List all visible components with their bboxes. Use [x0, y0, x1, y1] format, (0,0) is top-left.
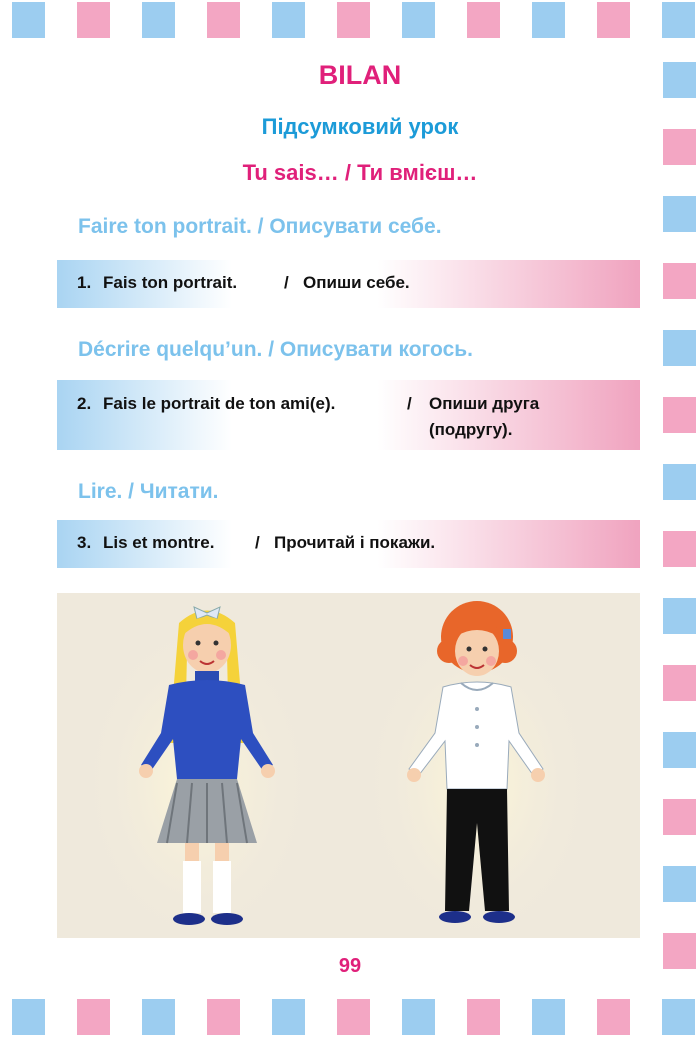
right-border — [660, 40, 700, 997]
task-bar-3 — [57, 520, 640, 568]
border-square — [207, 2, 240, 38]
border-square — [337, 999, 370, 1035]
border-square — [662, 2, 695, 38]
border-square — [272, 2, 305, 38]
border-square — [77, 999, 110, 1035]
border-square — [663, 129, 696, 165]
border-square — [663, 799, 696, 835]
border-square — [532, 999, 565, 1035]
border-square — [663, 665, 696, 701]
border-square — [663, 62, 696, 98]
bottom-border — [0, 997, 700, 1037]
border-square — [662, 999, 695, 1035]
border-square — [77, 2, 110, 38]
border-square — [663, 464, 696, 500]
border-square — [663, 598, 696, 634]
task-separator: / — [407, 394, 412, 413]
task-ua-text: Прочитай і покажи. — [274, 533, 436, 552]
border-square — [207, 999, 240, 1035]
section-heading-describe: Décrire quelqu’un. / Описувати когось. — [78, 338, 474, 361]
section-heading-read: Lire. / Читати. — [78, 480, 219, 503]
border-square — [663, 330, 696, 366]
task-separator: / — [284, 273, 289, 292]
border-square — [663, 397, 696, 433]
lesson-subtitle: Підсумковий урок — [261, 114, 459, 139]
border-square — [663, 866, 696, 902]
task-bar-1 — [57, 260, 640, 308]
task-ua-text-line1: Опиши друга — [429, 394, 540, 413]
section-heading-portrait: Faire ton portrait. / Описувати себе. — [78, 215, 442, 238]
border-square — [402, 2, 435, 38]
border-square — [597, 999, 630, 1035]
task-fr-text: Lis et montre. — [103, 533, 215, 552]
border-square — [467, 2, 500, 38]
task-fr-text: Fais ton portrait. — [103, 273, 238, 292]
border-square — [597, 2, 630, 38]
border-square — [272, 999, 305, 1035]
border-square — [12, 2, 45, 38]
task-number: 3. — [77, 533, 92, 552]
border-square — [663, 263, 696, 299]
border-square — [532, 2, 565, 38]
page-number: 99 — [338, 955, 362, 977]
border-square — [663, 531, 696, 567]
task-bar-2 — [57, 380, 640, 450]
border-square — [12, 999, 45, 1035]
border-square — [467, 999, 500, 1035]
task-separator: / — [255, 533, 260, 552]
border-square — [337, 2, 370, 38]
illustration-svg — [57, 593, 640, 938]
lesson-tagline: Tu sais… / Ти вмієш… — [242, 160, 478, 185]
border-square — [142, 999, 175, 1035]
border-square — [142, 2, 175, 38]
task-ua-text: Опиши себе. — [303, 273, 410, 292]
task-number: 2. — [77, 394, 92, 413]
top-border — [0, 0, 700, 40]
border-square — [663, 732, 696, 768]
task-number: 1. — [77, 273, 92, 292]
illustration-two-girls — [57, 593, 640, 938]
task-ua-text-line2: (подругу). — [429, 420, 513, 439]
task-fr-text: Fais le portrait de ton ami(e). — [103, 394, 336, 413]
border-square — [402, 999, 435, 1035]
border-square — [663, 196, 696, 232]
page-title: BILAN — [318, 60, 402, 90]
